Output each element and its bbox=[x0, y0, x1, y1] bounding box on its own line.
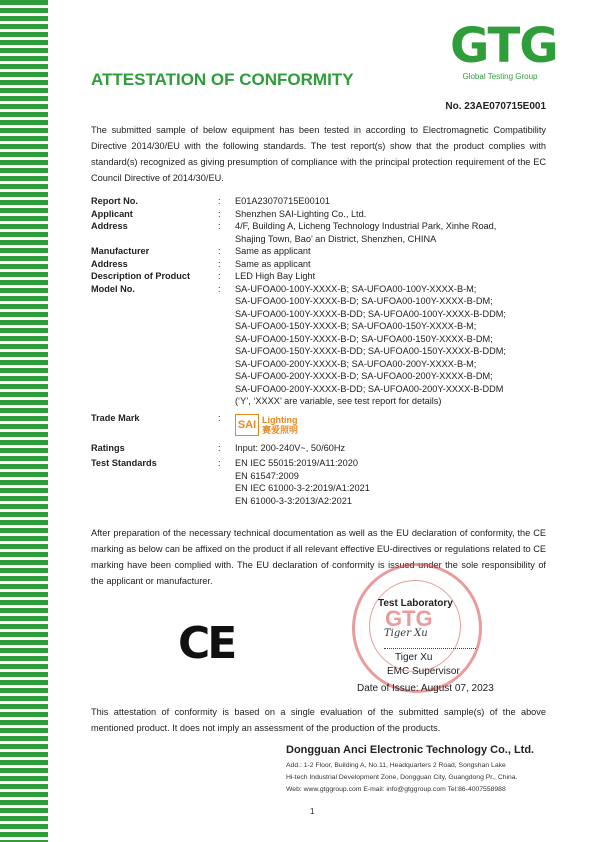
value-trade-mark bbox=[235, 412, 551, 437]
standard-line: EN 61547:2009 bbox=[235, 470, 299, 481]
date-of-issue: Date of Issue: August 07, 2023 bbox=[357, 683, 494, 694]
decorative-green-stripes bbox=[0, 0, 48, 842]
model-line: SA-UFOA00-200Y-XXXX-B; SA-UFOA00-200Y-XXXX-B-M; bbox=[235, 358, 477, 369]
model-line: SA-UFOA00-150Y-XXXX-B-D; SA-UFOA00-150Y-XXXX-B-DM; bbox=[235, 333, 493, 344]
sai-logo-text bbox=[262, 415, 298, 435]
certificate-number: No. 23AE070715E001 bbox=[445, 101, 546, 112]
signer-name: Tiger Xu bbox=[395, 652, 433, 663]
colon: : bbox=[218, 271, 221, 281]
value-model-no bbox=[235, 283, 551, 408]
handwritten-signature: Tiger Xu bbox=[384, 628, 428, 639]
colon: : bbox=[218, 442, 221, 453]
row-trade-mark bbox=[91, 412, 551, 437]
colon: : bbox=[218, 458, 221, 468]
label-applicant: Applicant bbox=[91, 208, 133, 219]
address-line-1: 4/F, Building A, Licheng Technology Industrial Park, Xinhe Road, bbox=[235, 221, 497, 231]
colon: : bbox=[218, 246, 221, 256]
label-test-standards: Test Standards bbox=[91, 458, 157, 468]
colon: : bbox=[218, 221, 221, 231]
value-ratings: Input: 200-240V~, 50/60Hz bbox=[235, 442, 346, 453]
info-table bbox=[91, 195, 551, 507]
value-test-standards bbox=[235, 457, 551, 507]
gtg-logo bbox=[450, 18, 558, 81]
ce-mark: CE bbox=[178, 618, 235, 669]
logo-mark: GTG bbox=[450, 18, 558, 74]
sai-logo-text-en: Lighting bbox=[262, 414, 298, 425]
company-address-line-1: Add.: 1-2 Floor, Building A, No.11, Headquarters 2 Road, Songshan Lake bbox=[286, 762, 506, 769]
footer-note: This attestation of conformity is based on a single evaluation of the submitted sample(s) of the above mentioned product. It does not imply an assessment of the production of the products. bbox=[91, 707, 546, 733]
value-manufacturer: Same as applicant bbox=[235, 246, 311, 256]
standard-line: EN IEC 55015:2019/A11:2020 bbox=[235, 458, 358, 468]
row-ratings bbox=[91, 442, 551, 455]
model-note: (‘Y’, ‘XXXX’ are variable, see test report for details) bbox=[235, 396, 442, 406]
document-title: ATTESTATION OF CONFORMITY bbox=[91, 70, 354, 89]
row-test-standards bbox=[91, 457, 551, 507]
signer-title: EMC Supervisor bbox=[387, 666, 460, 677]
company-contact: Web: www.gtggroup.com E-mail: info@gtggroup.com Tel:86-4007558988 bbox=[286, 786, 506, 793]
model-line: SA-UFOA00-150Y-XXXX-B-DD; SA-UFOA00-150Y-XXXX-B-DDM; bbox=[235, 346, 506, 356]
value-address bbox=[235, 220, 551, 245]
model-line: SA-UFOA00-100Y-XXXX-B-DD; SA-UFOA00-100Y-XXXX-B-DDM; bbox=[235, 308, 506, 319]
logo-subtitle: Global Testing Group bbox=[462, 72, 538, 81]
label-trade-mark: Trade Mark bbox=[91, 412, 140, 423]
value-manufacturer-address: Same as applicant bbox=[235, 258, 311, 269]
row-manufacturer-address bbox=[91, 258, 551, 271]
label-ratings: Ratings bbox=[91, 442, 125, 453]
model-line: SA-UFOA00-150Y-XXXX-B; SA-UFOA00-150Y-XXXX-B-M; bbox=[235, 321, 477, 331]
label-manufacturer: Manufacturer bbox=[91, 246, 150, 256]
signature-line bbox=[384, 648, 476, 649]
sai-lighting-logo bbox=[235, 413, 551, 437]
label-model-no: Model No. bbox=[91, 283, 135, 294]
label-description: Description of Product bbox=[91, 271, 191, 281]
intro-paragraph: The submitted sample of below equipment has been tested in according to Electromagnetic Compatibility Directive 2014/30/EU with the following standards. The test report(s) show that the product complies with standard(s) recognized as giving presumption of compliance with the principal protection requirement of the EC Council Directive of 2014/30/EU. bbox=[91, 125, 546, 183]
value-report-no: E01A23070715E00101 bbox=[235, 196, 331, 206]
label-report-no: Report No. bbox=[91, 196, 138, 206]
colon: : bbox=[218, 258, 221, 269]
company-address-line-2: Hi-tech Industrial Development Zone, Dongguan City, Guangdong Pr., China. bbox=[286, 774, 518, 781]
model-line: SA-UFOA00-200Y-XXXX-B-DD; SA-UFOA00-200Y-XXXX-B-DDM bbox=[235, 383, 504, 394]
row-model-no bbox=[91, 283, 551, 408]
label-address: Address bbox=[91, 221, 128, 231]
sai-logo-mark: SAI bbox=[235, 414, 259, 436]
row-report-no bbox=[91, 195, 551, 208]
preparation-paragraph: After preparation of the necessary technical documentation as well as the EU declaration of conformity, the CE marking as below can be affixed on the product if all relevant effective EU-directives or regulations related to CE marking have been complied with. The EU declaration of conformity is issued under the sole responsibility of the applicant or manufacturer. bbox=[91, 528, 546, 586]
value-description: LED High Bay Light bbox=[235, 271, 316, 281]
colon: : bbox=[218, 196, 221, 206]
standard-line: EN 61000-3-3:2013/A2:2021 bbox=[235, 495, 352, 506]
page-number: 1 bbox=[310, 807, 315, 816]
address-line-2: Shajing Town, Bao’ an District, Shenzhen, CHINA bbox=[235, 233, 437, 244]
row-applicant bbox=[91, 208, 551, 221]
row-address bbox=[91, 220, 551, 245]
model-line: SA-UFOA00-200Y-XXXX-B-D; SA-UFOA00-200Y-XXXX-B-DM; bbox=[235, 371, 493, 381]
value-applicant: Shenzhen SAI-Lighting Co., Ltd. bbox=[235, 208, 367, 219]
test-laboratory-label: Test Laboratory bbox=[378, 598, 453, 609]
colon: : bbox=[218, 208, 221, 219]
colon: : bbox=[218, 412, 221, 423]
model-line: SA-UFOA00-100Y-XXXX-B; SA-UFOA00-100Y-XXXX-B-M; bbox=[235, 283, 477, 294]
row-description bbox=[91, 270, 551, 283]
company-name: Dongguan Anci Electronic Technology Co., Ltd. bbox=[286, 744, 535, 756]
sai-logo-text-cn: 赛爱照明 bbox=[262, 424, 299, 435]
row-manufacturer bbox=[91, 245, 551, 258]
standard-line: EN IEC 61000-3-2:2019/A1:2021 bbox=[235, 483, 370, 493]
label-manufacturer-address: Address bbox=[91, 258, 128, 269]
model-line: SA-UFOA00-100Y-XXXX-B-D; SA-UFOA00-100Y-XXXX-B-DM; bbox=[235, 296, 493, 306]
colon: : bbox=[218, 283, 221, 294]
stamp-mark: GTG bbox=[385, 606, 433, 631]
